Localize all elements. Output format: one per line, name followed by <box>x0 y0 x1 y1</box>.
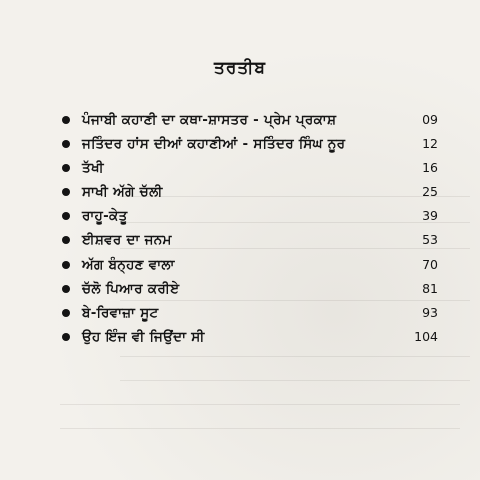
toc-entry <box>48 204 438 228</box>
bullet-icon <box>62 261 70 269</box>
toc-entry <box>48 228 438 252</box>
table-of-contents <box>48 108 438 349</box>
bullet-icon <box>62 212 70 220</box>
toc-entry <box>48 277 438 301</box>
toc-entry-page: 104 <box>414 328 438 344</box>
toc-entry-page: 25 <box>422 184 438 200</box>
bullet-icon <box>62 188 70 196</box>
toc-entry-page: 70 <box>422 256 438 272</box>
toc-entry-title: ਈਸ਼ਵਰ ਦਾ ਜਨਮ <box>82 232 172 249</box>
toc-entry-page: 12 <box>422 136 438 152</box>
toc-entry-page: 39 <box>422 208 438 224</box>
toc-entry <box>48 132 438 156</box>
toc-entry-page: 93 <box>422 304 438 320</box>
toc-entry-title: ਪੰਜਾਬੀ ਕਹਾਣੀ ਦਾ ਕਥਾ-ਸ਼ਾਸਤਰ - ਪ੍ਰੇਮ ਪ੍ਰਕਾਸ਼ <box>82 112 337 128</box>
bullet-icon <box>62 236 70 244</box>
toc-entry-title: ਬੇ-ਰਿਵਾਜ਼ਾ ਸੂਟ <box>82 304 159 321</box>
toc-entry-title: ਜਤਿੰਦਰ ਹਾਂਸ ਦੀਆਂ ਕਹਾਣੀਆਂ - ਸਤਿੰਦਰ ਸਿੰਘ ਨੂਰ <box>82 136 346 153</box>
toc-entry <box>48 108 438 132</box>
toc-entry-page: 53 <box>422 232 438 248</box>
bleed-through-line <box>60 404 460 405</box>
toc-entry-page: 16 <box>422 160 438 176</box>
toc-entry <box>48 253 438 277</box>
bleed-through-line <box>120 380 470 381</box>
page-title: ਤਰਤੀਬ <box>213 58 267 78</box>
toc-entry-title: ਰਾਹੂ-ਕੇਤੂ <box>82 208 128 225</box>
toc-entry-title: ਅੱਗ ਬੰਨ੍ਹਣ ਵਾਲਾ <box>82 256 175 273</box>
bullet-icon <box>62 285 70 293</box>
toc-entry-title: ਤੱਖੀ <box>82 160 104 177</box>
bullet-icon <box>62 333 70 341</box>
toc-entry <box>48 180 438 204</box>
toc-entry <box>48 301 438 325</box>
bullet-icon <box>62 164 70 172</box>
bullet-icon <box>62 140 70 148</box>
toc-entry-title: ਉਹ ਇੰਜ ਵੀ ਜਿਉਂਦਾ ਸੀ <box>82 328 205 345</box>
toc-entry-page: 81 <box>422 280 438 296</box>
toc-entry-title: ਸਾਖੀ ਅੱਗੇ ਚੱਲੀ <box>82 184 163 201</box>
toc-entry-page: 09 <box>422 112 438 127</box>
bullet-icon <box>62 309 70 317</box>
toc-entry <box>48 156 438 180</box>
toc-entry-title: ਚੱਲੋ ਪਿਆਰ ਕਰੀਏ <box>82 280 180 297</box>
bullet-icon <box>62 116 70 124</box>
bleed-through-line <box>60 428 460 429</box>
bleed-through-line <box>120 356 470 357</box>
toc-entry <box>48 325 438 349</box>
